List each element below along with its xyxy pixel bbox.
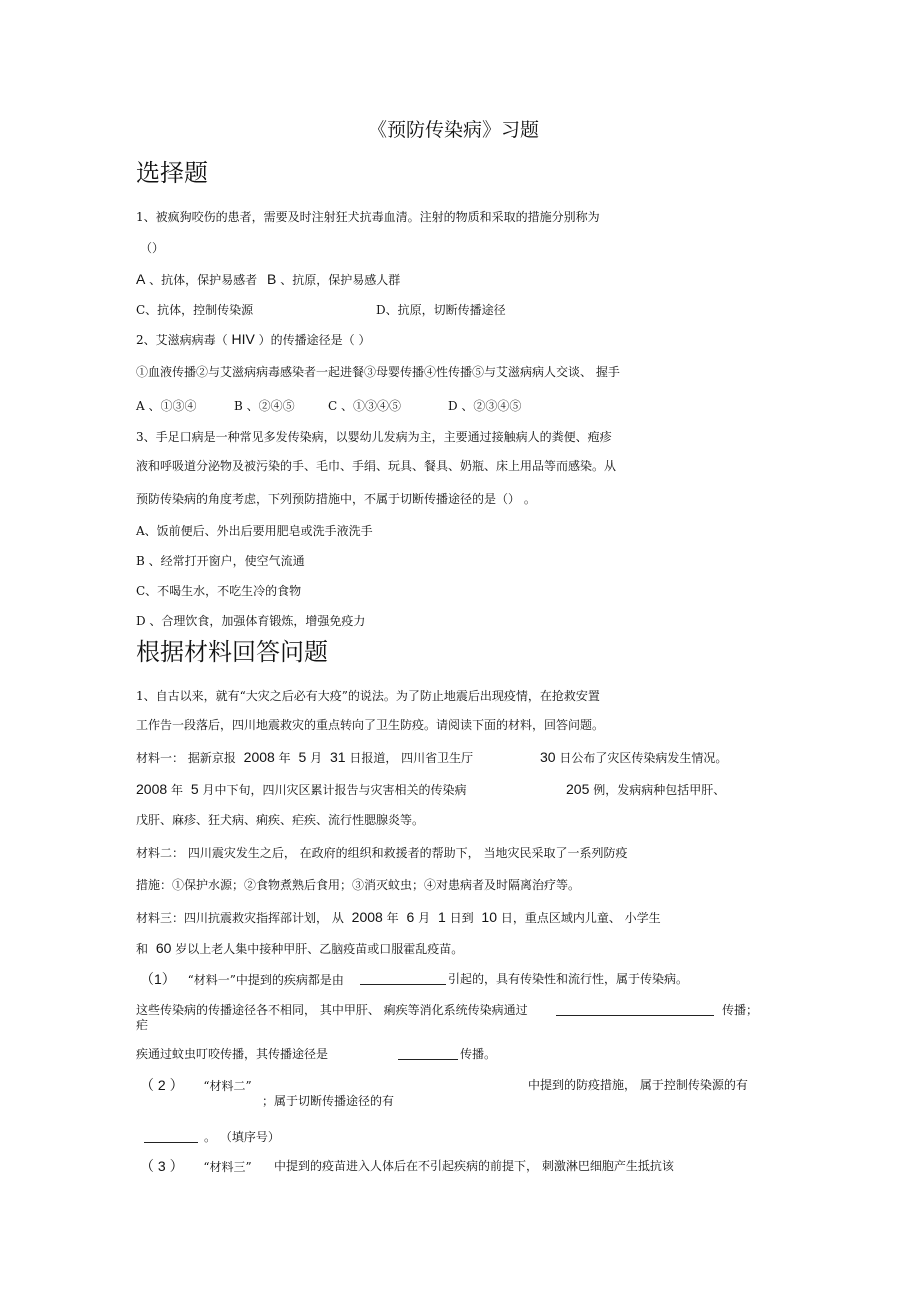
sub-1-number: （1）: [140, 971, 176, 987]
sub-3-text-a: “材料三”: [203, 1160, 252, 1174]
q2-stem-pre: 2、艾滋病病毒（: [136, 333, 228, 347]
material-1-line-2b: [566, 781, 725, 798]
sub-1-line-2c: 疟: [136, 1018, 149, 1032]
mat3-l2-age: 60: [155, 940, 172, 956]
q3-line-1: 3、手足口病是一种常见多发传染病，以婴幼儿发病为主，主要通过接触病人的粪便、疱疹: [136, 430, 612, 444]
q1-opt-a: 、抗体，保护易感者: [149, 273, 258, 287]
mat1-text-e: 日报道， 四川省卫生厅: [349, 751, 474, 765]
sub-1-answer-blank-2[interactable]: [556, 1004, 714, 1016]
q2-opt-b: B 、②④⑤: [234, 399, 295, 413]
mat3-day-2: 10: [481, 909, 497, 925]
q1-options-ab: [136, 271, 400, 288]
sub-1-text-b: 引起的，具有传染性和流行性，属于传染病。: [448, 972, 689, 986]
sub-2-text-b: 中提到的防疫措施， 属于控制传染源的有: [528, 1078, 748, 1092]
mat3-text-e: 日到: [449, 911, 474, 925]
q1-opt-b-letter: B: [267, 271, 277, 287]
mat1-year: 2008: [243, 749, 275, 765]
mat1-day: 31: [329, 749, 346, 765]
q3-opt-c: C、不喝生水，不吃生冷的食物: [136, 584, 302, 598]
mat3-text-a: 材料三：四川抗震救灾指挥部计划， 从: [136, 911, 344, 925]
sub-2-text-a: “材料二”: [203, 1079, 252, 1093]
q1-opt-a-letter: A: [136, 271, 146, 287]
page-title: 《预防传染病》习题: [368, 119, 540, 141]
sub-1-line-2b: 传播；: [722, 1003, 759, 1017]
sub-3-line-1: [140, 1158, 252, 1175]
mat1-l2-year: 2008: [136, 781, 168, 797]
sub-1-text-a: “材料一”中提到的疾病都是由: [187, 973, 344, 987]
mat1-text-c: 月: [310, 751, 323, 765]
q2-opt-a: A 、①③④: [136, 399, 197, 413]
mat1-day-2: 30: [540, 749, 556, 765]
q2-stem-post: ）的传播途径是（ ）: [258, 333, 371, 347]
m1-intro-line-1: 1、自古以来，就有“大灾之后必有大疫”的说法。为了防止地震后出现疫情，在抢救安置: [136, 689, 600, 703]
material-2-line-1: 材料二： 四川震灾发生之后， 在政府的组织和救援者的帮助下， 当地灾民采取了一系列防疫: [136, 846, 628, 860]
q3-opt-a: A、饭前便后、外出后要用肥皂或洗手液洗手: [136, 524, 373, 538]
q2-stem-hiv: HIV: [231, 331, 255, 347]
sub-2-number: （ 2 ）: [140, 1077, 184, 1093]
sub-2-text-d: 。 （填序号）: [204, 1130, 280, 1144]
sub-1-line-1a: [140, 971, 344, 988]
mat1-l2-b: 月中下旬，四川灾区累计报告与灾害相关的传染病: [202, 783, 467, 797]
q3-opt-b: B 、经常打开窗户，使空气流通: [136, 554, 305, 568]
mat1-l2-count: 205: [566, 781, 590, 797]
q1-opt-c: C、抗体，控制传染源: [136, 303, 254, 317]
q1-stem: 1、被疯狗咬伤的患者，需要及时注射狂犬抗毒血清。注射的物质和采取的措施分别称为: [136, 210, 600, 224]
mat1-text-g: 日公布了灾区传染病发生情况。: [559, 751, 728, 765]
sub-2-answer-blank-1[interactable]: [246, 1079, 516, 1090]
sub-2-line-1a: [140, 1077, 252, 1094]
mat1-month: 5: [298, 749, 307, 765]
m1-intro-line-2: 工作告一段落后，四川地震救灾的重点转向了卫生防疫。请阅读下面的材料，回答问题。: [136, 718, 605, 732]
sub-1-answer-blank-1[interactable]: [360, 973, 446, 985]
q2-list: ①血液传播②与艾滋病病毒感染者一起进餐③母婴传播④性传播⑤与艾滋病病人交谈、 握手: [136, 365, 620, 379]
sub-1-line-3a: 疾通过蚊虫叮咬传播，其传播途径是: [136, 1047, 329, 1061]
sub-3-text-b: 中提到的疫苗进入人体后在不引起疾病的前提下， 刺激淋巴细胞产生抵抗该: [274, 1159, 674, 1173]
mat3-text-c: 月: [418, 911, 431, 925]
q1-opt-b: 、抗原，保护易感人群: [280, 273, 401, 287]
material-1-line-2a: [136, 781, 466, 798]
q1-answer-paren: （）: [140, 241, 165, 255]
mat1-l2-a: 年: [170, 783, 183, 797]
section-heading-choice: 选择题: [136, 159, 208, 187]
q3-line-2: 液和呼吸道分泌物及被污染的手、毛巾、手绢、玩具、餐具、奶瓶、床上用品等而感染。从: [136, 459, 617, 473]
q3-opt-d: D 、合理饮食，加强体育锻炼，增强免疫力: [136, 614, 366, 628]
mat3-month: 6: [406, 909, 415, 925]
q2-opt-d: D 、②③④⑤: [448, 399, 522, 413]
mat3-l2-a: 和: [136, 942, 149, 956]
material-1-line-3: 戊肝、麻疹、狂犬病、痢疾、疟疾、流行性腮腺炎等。: [136, 813, 425, 827]
mat3-text-b: 年: [386, 911, 399, 925]
sub-2-text-c: ；属于切断传播途径的有: [262, 1094, 395, 1108]
sub-3-number: （ 3 ）: [140, 1158, 184, 1174]
mat1-l2-c: 例，发病病种包括甲肝、: [593, 783, 726, 797]
material-3-line-1: [136, 909, 661, 926]
mat3-day-1: 1: [437, 909, 446, 925]
q2-opt-c: C 、①③④⑤: [328, 399, 401, 413]
mat1-text-b: 年: [278, 751, 291, 765]
material-3-line-2: [136, 940, 463, 957]
sub-1-answer-blank-3[interactable]: [398, 1048, 458, 1060]
material-2-line-2: 措施：①保护水源；②食物煮熟后食用；③消灭蚊虫；④对患病者及时隔离治疗等。: [136, 878, 581, 892]
mat3-year: 2008: [351, 909, 383, 925]
q1-opt-d: D、抗原，切断传播途径: [376, 303, 506, 317]
material-1-line-1a: [136, 749, 473, 766]
q3-line-3: 预防传染病的角度考虑，下列预防措施中，不属于切断传播途径的是（） 。: [136, 492, 536, 506]
sub-2-answer-blank-2[interactable]: [144, 1131, 198, 1143]
mat1-text-a: 材料一： 据新京报: [136, 751, 236, 765]
section-heading-material: 根据材料回答问题: [136, 638, 328, 666]
mat1-l2-month: 5: [190, 781, 199, 797]
mat3-l2-b: 岁以上老人集中接种甲肝、乙脑疫苗或口服霍乱疫苗。: [175, 942, 464, 956]
material-1-line-1b: [540, 749, 727, 766]
q2-stem: [136, 331, 370, 348]
sub-1-line-3b: 传播。: [460, 1047, 497, 1061]
sub-1-line-2a: 这些传染病的传播途径各不相同， 其中甲肝、 痢疾等消化系统传染病通过: [136, 1003, 528, 1017]
mat3-text-f: 日，重点区域内儿童、 小学生: [500, 911, 661, 925]
